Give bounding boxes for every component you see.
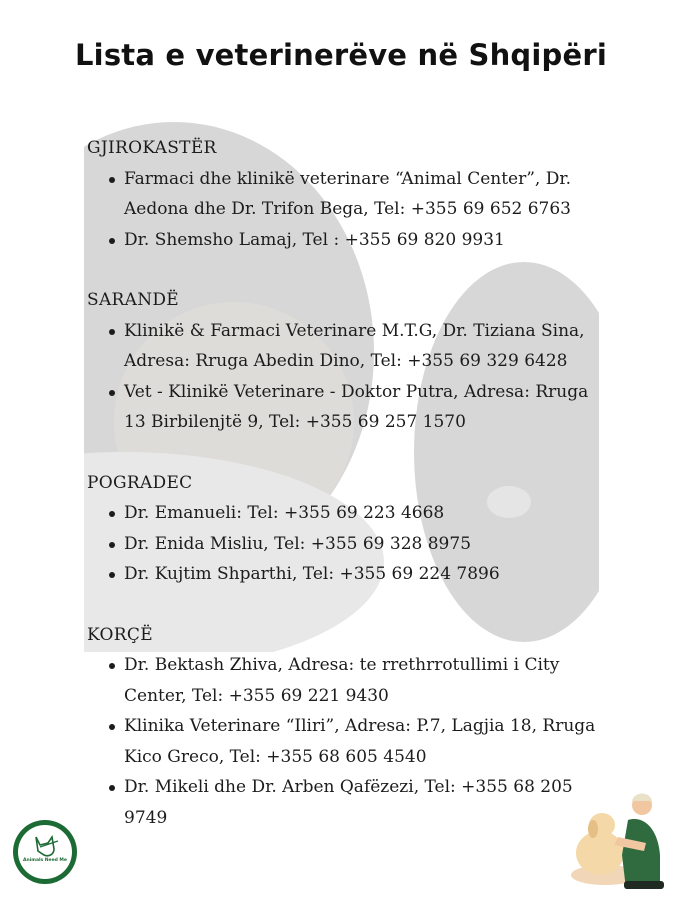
list-item: Dr. Shemsho Lamaj, Tel : +355 69 820 9931: [87, 225, 607, 256]
page-title: Lista e veterinerëve në Shqipëri: [75, 38, 607, 72]
logo-text: Animals Need Me: [23, 858, 67, 863]
list-item: Farmaci dhe klinikë veterinare “Animal Center”, Dr. Aedona dhe Dr. Trifon Bega, Tel: +355 69 652 6763: [87, 164, 607, 225]
section-title: KORÇË: [87, 624, 153, 645]
section-title: POGRADEC: [87, 472, 193, 493]
list-item: Vet - Klinikë Veterinare - Doktor Putra, Adresa: Rruga 13 Birbilenjtë 9, Tel: +355 69 257 1570: [87, 377, 607, 438]
list-item: Dr. Emanueli: Tel: +355 69 223 4668: [87, 498, 607, 529]
list-item: Dr. Kujtim Shparthi, Tel: +355 69 224 7896: [87, 559, 607, 590]
list-item: Dr. Mikeli dhe Dr. Arben Qafëzezi, Tel: +355 68 205 9749: [87, 772, 607, 833]
vet-list: [87, 133, 607, 863]
section-pogradec: [87, 468, 607, 590]
dog-cat-icon: [18, 825, 72, 879]
section-korce: [87, 620, 607, 834]
vet-hugging-dog-illustration: [560, 785, 670, 895]
section-title: SARANDË: [87, 290, 180, 310]
animals-need-me-logo: [13, 820, 77, 884]
section-sarande: [87, 285, 607, 438]
section-title: GJIROKASTËR: [87, 138, 217, 158]
list-item: Dr. Enida Misliu, Tel: +355 69 328 8975: [87, 529, 607, 560]
section-gjirokaster: [87, 133, 607, 255]
list-item: Dr. Bektash Zhiva, Adresa: te rrethrrotullimi i City Center, Tel: +355 69 221 9430: [87, 650, 607, 711]
list-item: Klinikë & Farmaci Veterinare M.T.G, Dr. Tiziana Sina, Adresa: Rruga Abedin Dino, Tel: +355 69 329 6428: [87, 316, 607, 377]
list-item: Klinika Veterinare “Iliri”, Adresa: P.7, Lagjia 18, Rruga Kico Greco, Tel: +355 68 605 4540: [87, 711, 607, 772]
